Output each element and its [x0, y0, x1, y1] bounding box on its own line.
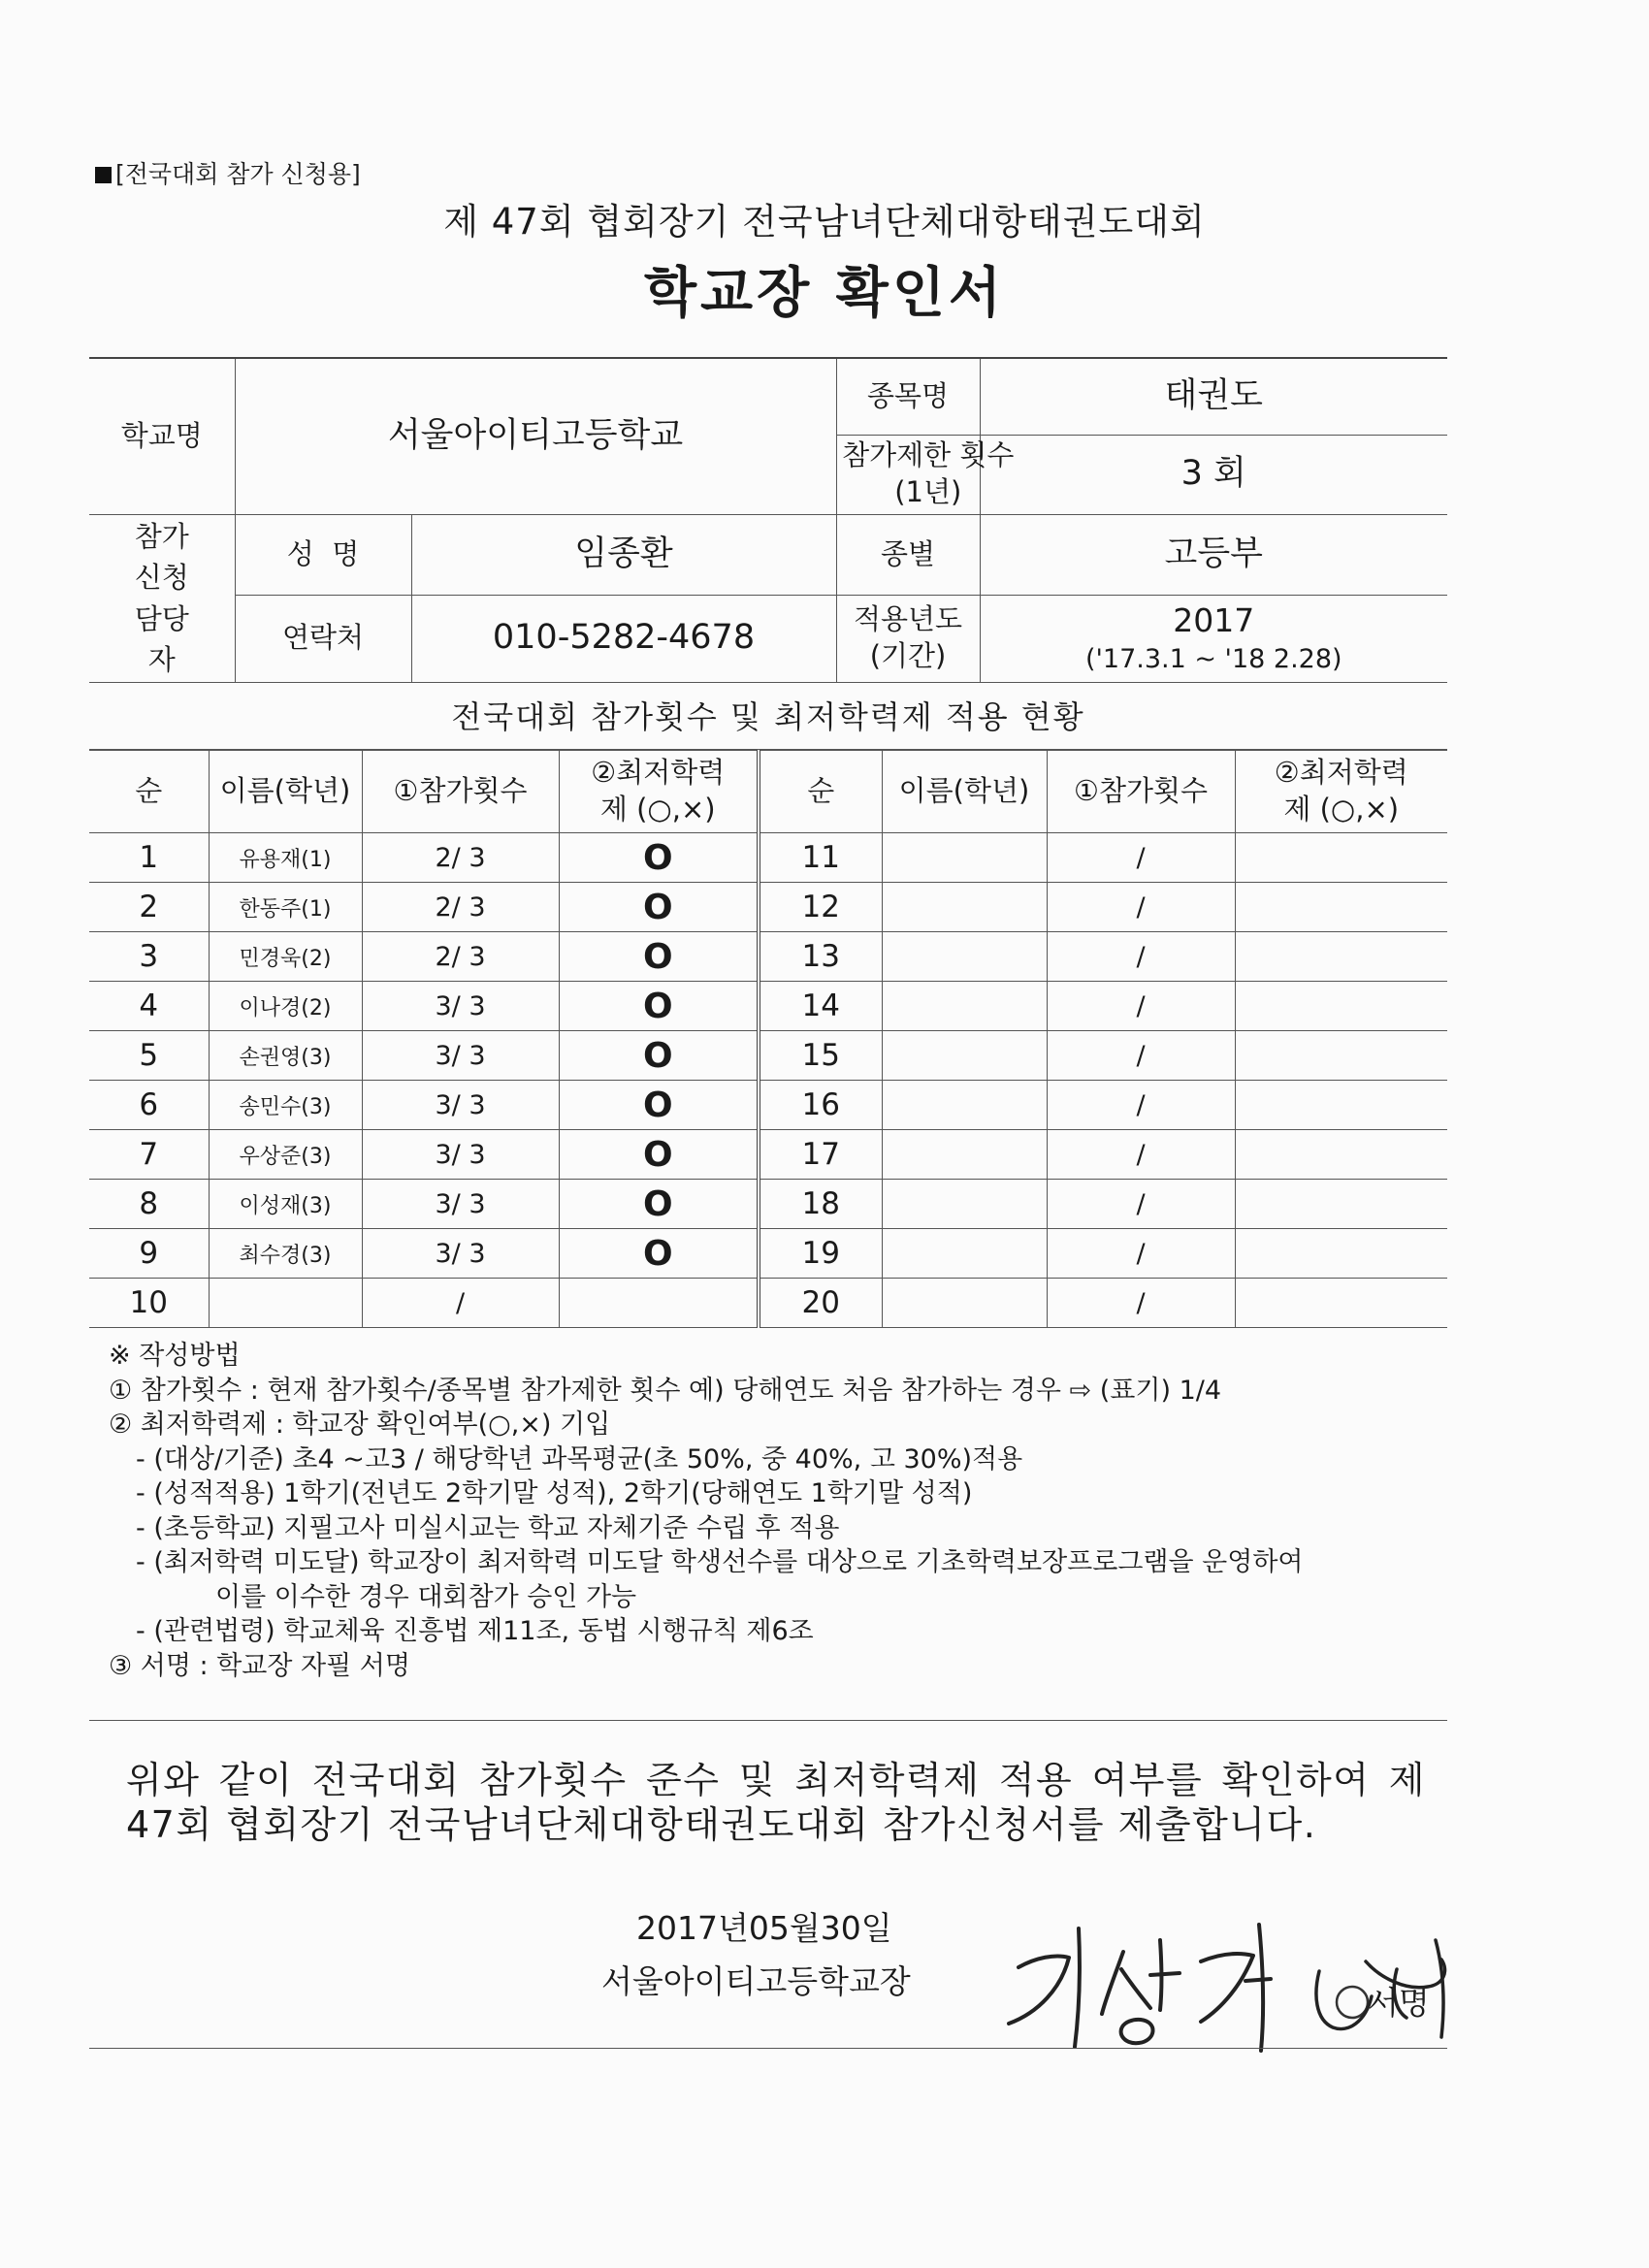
year-value: 2017	[1173, 601, 1255, 639]
header-count-right: ①참가횟수	[1047, 751, 1235, 833]
student-name	[882, 1081, 1047, 1130]
note-line: 이를 이수한 경우 대회참가 승인 가능	[215, 1581, 637, 1612]
row-number: 3	[89, 932, 209, 982]
limit-value: 3 회	[980, 435, 1447, 514]
participation-count: 3/ 3	[362, 1130, 559, 1180]
row-number: 12	[759, 883, 882, 932]
row-number: 16	[759, 1081, 882, 1130]
header-min	[559, 751, 759, 833]
confirmation-statement: 위와 같이 전국대회 참가횟수 준수 및 최저학력제 적용 여부를 확인하여 제 47회 협회장기 전국남녀단체대항태권도대회 참가신청서를 제출합니다.	[126, 1759, 1426, 1846]
min-academic-mark: O	[559, 833, 759, 883]
min-academic-mark: O	[559, 1081, 759, 1130]
min-academic-mark: O	[559, 982, 759, 1031]
table-row	[89, 1180, 1447, 1229]
header-name: 이름(학년)	[209, 751, 362, 833]
student-name: 손권영(3)	[209, 1031, 362, 1081]
participation-count: 2/ 3	[362, 883, 559, 932]
participation-count: /	[362, 1279, 559, 1328]
bottom-divider	[89, 2048, 1447, 2049]
limit-label-text: 참가제한 횟수(1년)	[842, 438, 1015, 508]
row-number: 10	[89, 1279, 209, 1328]
student-name: 최수경(3)	[209, 1229, 362, 1279]
divider	[89, 1720, 1447, 1721]
event-value: 태권도	[980, 358, 1447, 435]
table-row	[89, 1279, 1447, 1328]
year-label	[836, 595, 980, 682]
note-line: - (대상/기준) 초4 ~고3 / 해당학년 과목평균(초 50%, 중 40%, 고 30%)적용	[136, 1443, 1023, 1474]
principal-title: 서울아이티고등학교장	[601, 1962, 911, 2000]
row-number: 17	[759, 1130, 882, 1180]
square-bullet-icon	[95, 167, 112, 183]
row-number: 1	[89, 833, 209, 883]
applicant-label-text: 참가 신청 담당자	[134, 520, 189, 676]
row-number: 13	[759, 932, 882, 982]
header-min-text: ②최저학력제 (○,×)	[591, 756, 726, 826]
participation-count: /	[1047, 1279, 1235, 1328]
note-line: - (초등학교) 지필고사 미실시교는 학교 자체기준 수립 후 적용	[136, 1512, 840, 1543]
participation-count: 3/ 3	[362, 1081, 559, 1130]
student-name	[882, 1279, 1047, 1328]
row-number: 9	[89, 1229, 209, 1279]
table-row	[89, 1130, 1447, 1180]
min-academic-mark: O	[559, 1031, 759, 1081]
limit-label	[836, 435, 1015, 514]
note-line: ※ 작성방법	[109, 1341, 241, 1371]
participation-count: 3/ 3	[362, 1180, 559, 1229]
note-line: - (최저학력 미도달) 학교장이 최저학력 미도달 학생선수를 대상으로 기초학력보장프로그램을 운영하여	[136, 1547, 1304, 1577]
year-period: ('17.3.1 ~ '18 2.28)	[1084, 643, 1342, 674]
row-number: 19	[759, 1229, 882, 1279]
student-name: 우상준(3)	[209, 1130, 362, 1180]
student-name	[882, 982, 1047, 1031]
participation-count: /	[1047, 982, 1235, 1031]
participation-table	[89, 750, 1447, 1328]
student-name: 이나경(2)	[209, 982, 362, 1031]
note-line: - (관련법령) 학교체육 진흥법 제11조, 동법 시행규칙 제6조	[136, 1616, 814, 1646]
participation-count: 3/ 3	[362, 1229, 559, 1279]
student-name: 한동주(1)	[209, 883, 362, 932]
student-name	[882, 1130, 1047, 1180]
min-academic-mark	[1235, 982, 1447, 1031]
event-label: 종목명	[836, 358, 980, 435]
school-label: 학교명	[89, 358, 235, 514]
info-table	[89, 357, 1447, 683]
division-label: 종별	[836, 514, 980, 595]
min-academic-mark	[1235, 1031, 1447, 1081]
participation-count: /	[1047, 833, 1235, 883]
student-name: 유용재(1)	[209, 833, 362, 883]
section-title: 전국대회 참가횟수 및 최저학력제 적용 현황	[89, 685, 1447, 750]
event-subtitle: 제 47회 협회장기 전국남녀단체대항태권도대회	[443, 201, 1206, 243]
table-row	[89, 883, 1447, 932]
row-number: 18	[759, 1180, 882, 1229]
participation-count: /	[1047, 1081, 1235, 1130]
form-tag-text: [전국대회 참가 신청용]	[115, 160, 361, 188]
note-line: - (성적적용) 1학기(전년도 2학기말 성적), 2학기(당해연도 1학기말 성적)	[136, 1478, 973, 1508]
header-min-right	[1235, 751, 1447, 833]
table-row	[89, 932, 1447, 982]
row-number: 5	[89, 1031, 209, 1081]
student-name	[882, 833, 1047, 883]
note-line: ② 최저학력제 : 학교장 확인여부(○,×) 기입	[109, 1409, 611, 1440]
min-academic-mark: O	[559, 883, 759, 932]
min-academic-mark: O	[559, 1130, 759, 1180]
table-row	[89, 982, 1447, 1031]
participation-count: /	[1047, 1229, 1235, 1279]
min-academic-mark: O	[559, 932, 759, 982]
participation-count: 2/ 3	[362, 833, 559, 883]
min-academic-mark	[1235, 1130, 1447, 1180]
student-name: 이성재(3)	[209, 1180, 362, 1229]
row-number: 15	[759, 1031, 882, 1081]
row-number: 6	[89, 1081, 209, 1130]
row-number: 7	[89, 1130, 209, 1180]
instructions	[109, 1339, 1452, 1683]
year-label-text: 적용년도 (기간)	[853, 602, 963, 672]
header-count: ①참가횟수	[362, 751, 559, 833]
student-name	[882, 1031, 1047, 1081]
name-label: 성 명	[235, 514, 411, 595]
school-value: 서울아이티고등학교	[235, 358, 836, 514]
table-row	[89, 833, 1447, 883]
participation-count: /	[1047, 932, 1235, 982]
name-value: 임종환	[411, 514, 836, 595]
participation-count: 3/ 3	[362, 982, 559, 1031]
min-academic-mark: O	[559, 1180, 759, 1229]
row-number: 11	[759, 833, 882, 883]
student-name	[882, 1180, 1047, 1229]
applicant-label	[89, 514, 235, 682]
min-academic-mark	[1235, 883, 1447, 932]
division-value: 고등부	[980, 514, 1447, 595]
row-number: 4	[89, 982, 209, 1031]
student-name: 민경욱(2)	[209, 932, 362, 982]
year-cell	[980, 595, 1447, 682]
sign-label: 서명	[1368, 1984, 1430, 2022]
min-academic-mark	[1235, 1081, 1447, 1130]
row-number: 8	[89, 1180, 209, 1229]
min-academic-mark: O	[559, 1229, 759, 1279]
student-name	[882, 1229, 1047, 1279]
participation-count: /	[1047, 1130, 1235, 1180]
issue-date: 2017년05월30일	[636, 1909, 892, 1947]
min-academic-mark	[1235, 833, 1447, 883]
principal-signature	[980, 1901, 1465, 2057]
student-name	[882, 883, 1047, 932]
student-name	[882, 932, 1047, 982]
min-academic-mark	[559, 1279, 759, 1328]
table-header-row	[89, 751, 1447, 833]
min-academic-mark	[1235, 932, 1447, 982]
table-row	[89, 1229, 1447, 1279]
table-row	[89, 1081, 1447, 1130]
min-academic-mark	[1235, 1229, 1447, 1279]
row-number: 2	[89, 883, 209, 932]
min-academic-mark	[1235, 1180, 1447, 1229]
header-min-right-text: ②최저학력제 (○,×)	[1274, 756, 1408, 826]
note-line: ① 참가횟수 : 현재 참가횟수/종목별 참가제한 횟수 예) 당해연도 처음 참가하는 경우 ⇨ (표기) 1/4	[109, 1375, 1222, 1406]
note-line: ③ 서명 : 학교장 자필 서명	[109, 1650, 410, 1681]
contact-value: 010-5282-4678	[411, 595, 836, 682]
participation-count: 3/ 3	[362, 1031, 559, 1081]
header-no: 순	[89, 751, 209, 833]
participation-count: /	[1047, 1180, 1235, 1229]
header-no-right: 순	[759, 751, 882, 833]
participation-count: /	[1047, 1031, 1235, 1081]
contact-label: 연락처	[235, 595, 411, 682]
row-number: 14	[759, 982, 882, 1031]
participation-count: /	[1047, 883, 1235, 932]
row-number: 20	[759, 1279, 882, 1328]
header-name-right: 이름(학년)	[882, 751, 1047, 833]
min-academic-mark	[1235, 1279, 1447, 1328]
participation-count: 2/ 3	[362, 932, 559, 982]
form-tag	[95, 155, 361, 190]
table-row	[89, 1031, 1447, 1081]
student-name	[209, 1279, 362, 1328]
document-title: 학교장 확인서	[643, 262, 1006, 325]
student-name: 송민수(3)	[209, 1081, 362, 1130]
